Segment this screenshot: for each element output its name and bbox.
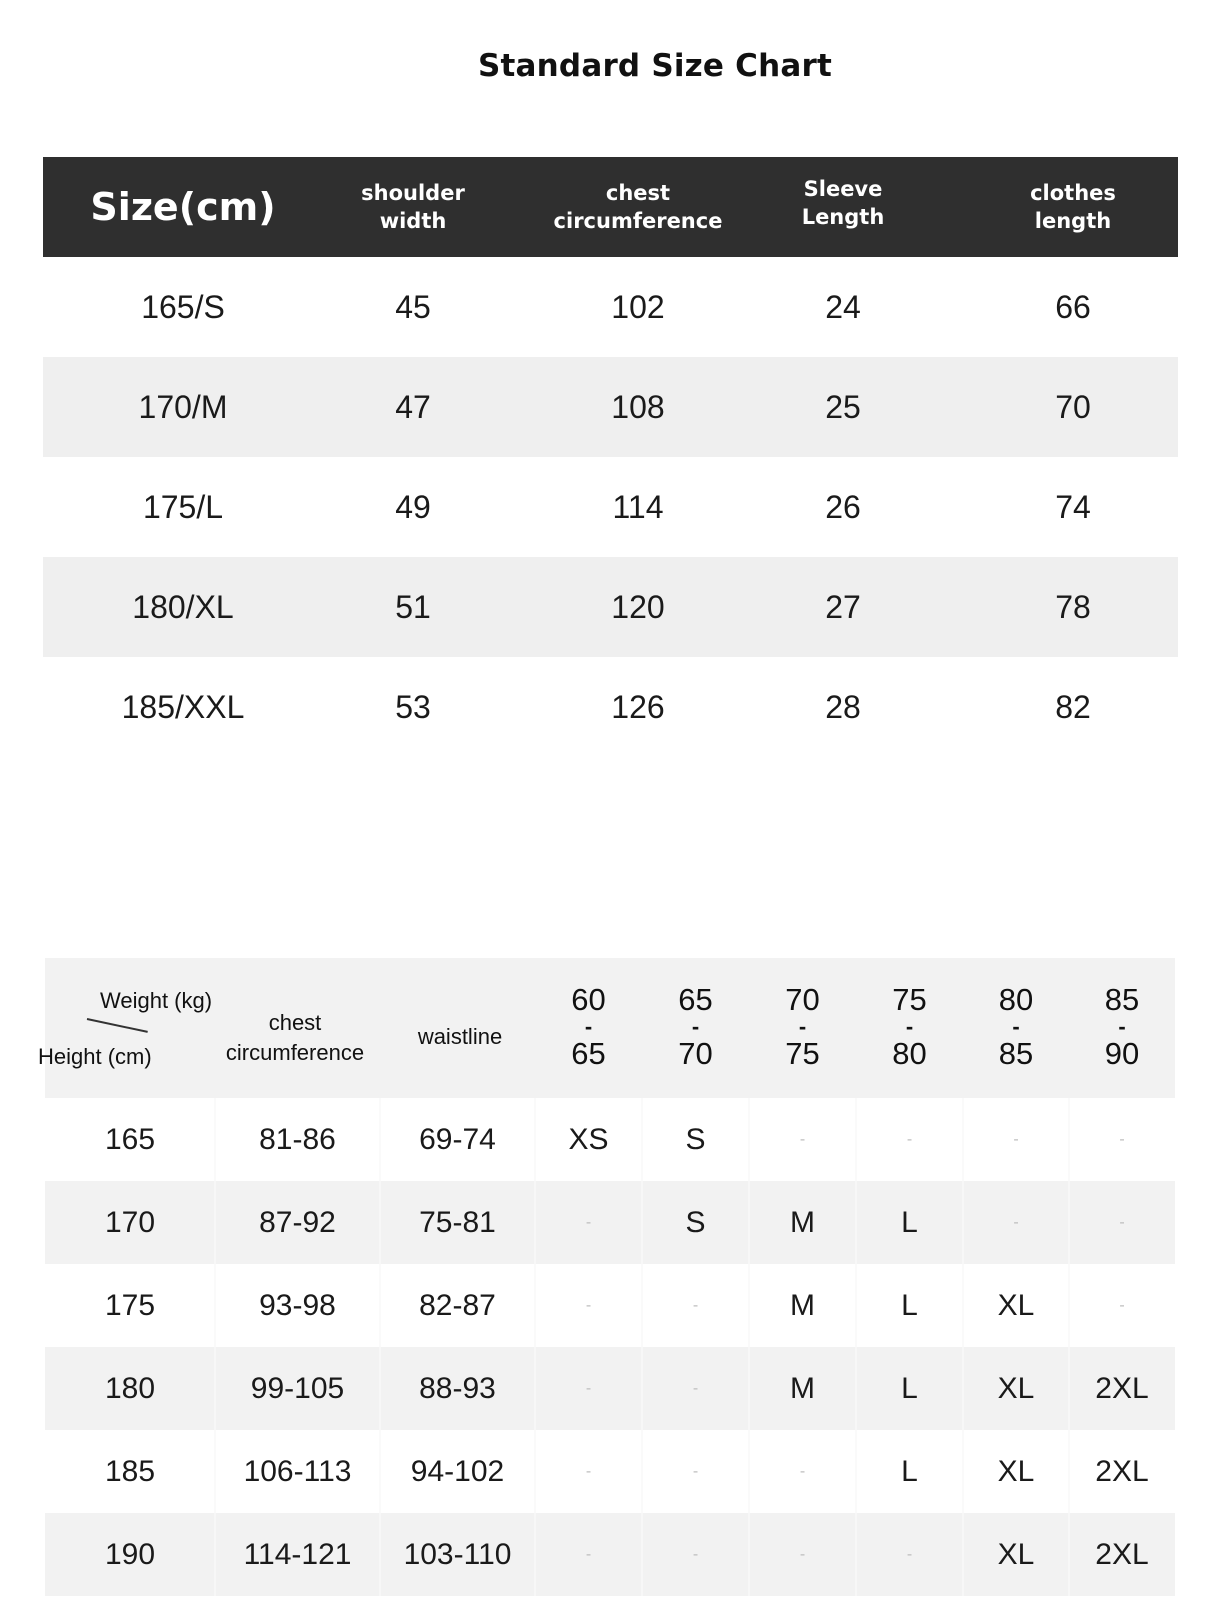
column-separator [379,1264,381,1347]
header-chest-circumference [538,179,738,235]
header-clothes-length [1003,179,1143,235]
cell-value: 75-81 [419,1205,496,1239]
cell-size-75-80 [856,1098,963,1181]
cell-chest [215,1513,380,1596]
range-separator: - [691,1014,700,1039]
cell-chest [215,1098,380,1181]
table-row [45,1098,1175,1181]
cell-value: 165 [104,1122,156,1156]
cell-size: 175/L [142,488,224,525]
column-separator [534,1347,536,1430]
cell-value: M [790,1288,815,1322]
cell-length: 70 [1055,388,1091,425]
header-line: chest [605,181,671,205]
cell-size: 185/XXL [121,688,245,725]
cell-waist [380,1347,535,1430]
table-row [45,1181,1175,1264]
header-size: Size(cm) [90,185,276,229]
cell-value: - [1013,1130,1019,1148]
column-separator [1068,1181,1070,1264]
column-separator [962,1098,964,1181]
cell-sleeve: 28 [825,688,861,725]
column-separator [962,1264,964,1347]
header-line: length [1034,209,1112,233]
cell-value: - [799,1462,806,1480]
cell-size-65-70 [642,1181,749,1264]
cell-value: - [585,1462,592,1480]
size-table-header [43,157,1178,257]
cell-waist [380,1264,535,1347]
cell-size-75-80 [856,1181,963,1264]
cell-value: XL [997,1537,1035,1571]
column-separator [214,1430,216,1513]
cell-height [45,1098,215,1181]
fit-table-body [45,1098,1175,1596]
cell-height [45,1264,215,1347]
column-separator [534,1264,536,1347]
header-line: Length [801,205,885,229]
diagonal-divider [87,1018,148,1033]
cell-size-85-90 [1069,1264,1175,1347]
column-separator [748,1098,750,1181]
column-separator [1068,1098,1070,1181]
range-from: 75 [892,982,927,1017]
range-to: 65 [571,1036,606,1071]
column-separator [748,1181,750,1264]
column-separator [1068,1347,1070,1430]
cell-sleeve: 26 [825,488,861,525]
cell-value: - [585,1379,592,1397]
table-row [45,1430,1175,1513]
cell-size: 180/XL [132,588,234,625]
cell-value: - [799,1545,806,1563]
table-row [43,257,1178,357]
cell-value: - [692,1296,699,1314]
table-row [43,557,1178,657]
range-from: 70 [785,982,820,1017]
cell-value: S [685,1205,706,1239]
cell-chest [215,1264,380,1347]
cell-height [45,1513,215,1596]
cell-value: - [1013,1213,1019,1231]
cell-size-60-65 [535,1513,642,1596]
range-to: 80 [892,1036,927,1071]
column-separator [855,1264,857,1347]
page-title: Standard Size Chart [478,48,832,84]
cell-chest: 120 [611,588,665,625]
cell-size-60-65 [535,1264,642,1347]
cell-value: 103-110 [403,1537,512,1571]
cell-shoulder: 47 [395,388,431,425]
range-to: 85 [998,1036,1034,1071]
cell-value: 69-74 [419,1122,496,1156]
cell-value: XS [568,1122,609,1156]
weight-range-header [856,982,963,1071]
cell-value: 99-105 [250,1371,345,1405]
column-separator [641,1513,643,1596]
column-separator [748,1264,750,1347]
cell-length: 66 [1055,288,1091,325]
range-from: 65 [678,982,713,1017]
table-row [43,457,1178,557]
cell-value: - [799,1130,806,1148]
cell-value: 180 [104,1371,156,1405]
column-separator [214,1181,216,1264]
cell-size-80-85 [963,1181,1069,1264]
fit-table-header [38,958,1175,1098]
cell-value: XL [997,1454,1035,1488]
cell-size-80-85 [963,1098,1069,1181]
cell-value: 106-113 [243,1454,352,1488]
table-row [45,1513,1175,1596]
range-to: 70 [678,1036,713,1071]
header-line: circumference [225,1040,365,1065]
cell-size-65-70 [642,1513,749,1596]
column-separator [214,1513,216,1596]
cell-size-65-70 [642,1098,749,1181]
height-axis-label: Height (cm) [38,1044,152,1069]
cell-size: 165/S [141,288,225,325]
cell-size-65-70 [642,1347,749,1430]
column-separator [214,1098,216,1181]
weight-range-header [749,982,856,1071]
column-separator [748,1347,750,1430]
cell-size-75-80 [856,1513,963,1596]
column-separator [962,1347,964,1430]
cell-chest [215,1347,380,1430]
cell-size-70-75 [749,1430,856,1513]
cell-value: 114-121 [243,1537,352,1571]
column-separator [379,1513,381,1596]
column-separator [534,1513,536,1596]
cell-size-70-75 [749,1347,856,1430]
cell-size-60-65 [535,1181,642,1264]
header-line: width [379,209,447,233]
cell-size-80-85 [963,1347,1069,1430]
cell-height [45,1430,215,1513]
header-chest-circumference [210,1008,380,1068]
cell-size-70-75 [749,1513,856,1596]
column-separator [214,1264,216,1347]
column-separator [1068,1513,1070,1596]
cell-chest: 126 [611,688,665,725]
cell-value: - [692,1462,699,1480]
column-separator [962,1513,964,1596]
header-line: chest [268,1010,322,1035]
cell-size-85-90 [1069,1098,1175,1181]
cell-length: 82 [1055,688,1091,725]
cell-value: 2XL [1095,1537,1149,1571]
cell-value: 87-92 [259,1205,336,1239]
cell-chest: 114 [612,488,664,525]
cell-value: - [1119,1213,1125,1231]
cell-value: XL [997,1288,1035,1322]
cell-size-70-75 [749,1098,856,1181]
cell-shoulder: 45 [395,288,431,325]
column-separator [641,1430,643,1513]
cell-size-75-80 [856,1347,963,1430]
range-from: 80 [998,982,1034,1017]
weight-axis-label: Weight (kg) [100,988,213,1013]
column-separator [641,1098,643,1181]
cell-size-80-85 [963,1264,1069,1347]
cell-value: L [901,1288,918,1322]
column-separator [855,1098,857,1181]
column-separator [534,1181,536,1264]
cell-waist [380,1430,535,1513]
column-separator [748,1513,750,1596]
cell-size-70-75 [749,1181,856,1264]
cell-shoulder: 51 [395,588,431,625]
cell-value: 175 [104,1288,156,1322]
range-separator: - [1118,1014,1126,1039]
cell-size-85-90 [1069,1181,1175,1264]
table-row [43,357,1178,457]
header-line: shoulder [361,181,465,205]
range-separator: - [798,1014,807,1039]
cell-value: 2XL [1095,1454,1149,1488]
column-separator [855,1513,857,1596]
column-separator [855,1347,857,1430]
cell-value: 170 [104,1205,156,1239]
cell-value: - [1119,1130,1125,1148]
header-shoulder-width [328,179,498,235]
column-separator [641,1347,643,1430]
weight-range-header [535,982,642,1071]
cell-value: 88-93 [419,1371,496,1405]
header-line: circumference [553,209,723,233]
cell-size-75-80 [856,1430,963,1513]
column-separator [641,1264,643,1347]
cell-value: - [585,1213,592,1231]
cell-size-85-90 [1069,1430,1175,1513]
range-to: 90 [1104,1036,1140,1071]
cell-value: 81-86 [259,1122,336,1156]
cell-value: L [901,1205,918,1239]
cell-height [45,1181,215,1264]
cell-value: 185 [104,1454,156,1488]
cell-shoulder: 53 [395,688,431,725]
cell-size-75-80 [856,1264,963,1347]
cell-size-80-85 [963,1513,1069,1596]
column-separator [214,1347,216,1430]
cell-shoulder: 49 [395,488,431,525]
cell-length: 74 [1055,488,1091,525]
column-separator [379,1098,381,1181]
cell-size-70-75 [749,1264,856,1347]
cell-value: L [901,1454,918,1488]
cell-chest [215,1430,380,1513]
cell-value: - [1119,1296,1125,1314]
column-separator [379,1181,381,1264]
cell-value: - [906,1545,913,1563]
cell-size-85-90 [1069,1513,1175,1596]
cell-size-60-65 [535,1098,642,1181]
cell-value: - [585,1545,592,1563]
cell-size-65-70 [642,1430,749,1513]
cell-value: - [692,1379,699,1397]
cell-value: - [692,1545,699,1563]
column-separator [379,1347,381,1430]
cell-value: 190 [104,1537,156,1571]
column-separator [534,1098,536,1181]
cell-length: 78 [1055,588,1091,625]
header-waistline: waistline [417,1024,503,1049]
column-separator [855,1181,857,1264]
header-line: clothes [1030,181,1116,205]
column-separator [641,1181,643,1264]
cell-sleeve: 27 [825,588,861,625]
cell-waist [380,1181,535,1264]
cell-value: 93-98 [259,1288,336,1322]
cell-value: 2XL [1095,1371,1149,1405]
cell-size: 170/M [138,388,228,425]
column-separator [1068,1264,1070,1347]
cell-waist [380,1513,535,1596]
cell-chest: 108 [611,388,665,425]
table-row [45,1264,1175,1347]
cell-chest: 102 [611,288,665,325]
cell-height [45,1347,215,1430]
cell-size-60-65 [535,1430,642,1513]
table-row [45,1347,1175,1430]
range-separator: - [905,1014,914,1039]
column-separator [962,1181,964,1264]
cell-value: - [906,1130,913,1148]
cell-value: - [585,1296,592,1314]
cell-value: M [790,1371,815,1405]
range-separator: - [584,1014,593,1039]
cell-value: L [901,1371,918,1405]
cell-value: 94-102 [410,1454,505,1488]
cell-value: M [790,1205,815,1239]
cell-size-85-90 [1069,1347,1175,1430]
column-separator [379,1430,381,1513]
range-separator: - [1012,1014,1020,1039]
cell-value: 82-87 [419,1288,496,1322]
size-table [43,157,1178,757]
cell-value: XL [997,1371,1035,1405]
column-separator [748,1430,750,1513]
cell-waist [380,1098,535,1181]
cell-size-80-85 [963,1430,1069,1513]
cell-size-65-70 [642,1264,749,1347]
range-from: 60 [571,982,606,1017]
column-separator [534,1430,536,1513]
weight-range-header [963,982,1069,1071]
cell-chest [215,1181,380,1264]
weight-range-header [642,982,749,1071]
column-separator [962,1430,964,1513]
cell-sleeve: 24 [825,288,861,325]
cell-value: S [685,1122,706,1156]
weight-range-header [1069,982,1175,1071]
header-line: Sleeve [803,177,883,201]
cell-size-60-65 [535,1347,642,1430]
table-row [43,657,1178,757]
cell-sleeve: 25 [825,388,861,425]
fit-table [38,958,1175,1596]
range-to: 75 [785,1036,820,1071]
header-sleeve-length [778,175,908,231]
column-separator [855,1430,857,1513]
column-separator [1068,1430,1070,1513]
range-from: 85 [1104,982,1140,1017]
